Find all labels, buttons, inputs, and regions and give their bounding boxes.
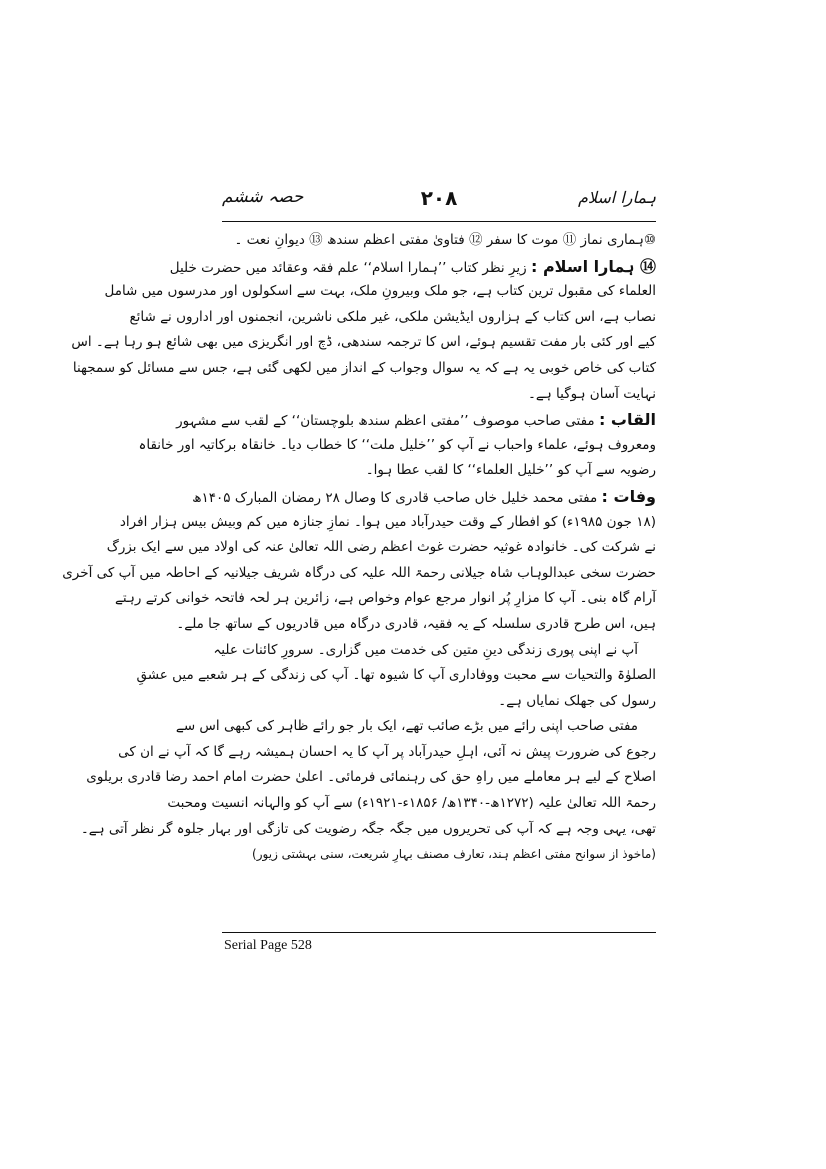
text-line: (۱۸ جون ۱۹۸۵ء) کو افطار کے وقت حیدرآباد میں ہوا۔ نمازِ جنازہ میں کم وبیش بیس ہزار افراد <box>119 513 656 530</box>
text-line: القاب : مفتی صاحب موصوف ’’مفتی اعظم سندھ بلوچستان‘‘ کے لقب سے مشہور <box>176 410 656 430</box>
text-line: مفتی صاحب اپنی رائے میں بڑے صائب تھے، ایک بار جو رائے ظاہر کی کبھی اس سے <box>175 718 638 735</box>
text-line: وفات : مفتی محمد خلیل خاں صاحب قادری کا وصال ۲۸ رمضان المبارک ۱۴۰۵ھ <box>192 486 656 506</box>
body-text <box>62 228 656 868</box>
text-line: العلماء کی مقبول ترین کتاب ہے، جو ملک وبیرونِ ملک، بہت سے اسکولوں اور مدرسوں میں شامل <box>104 283 656 300</box>
text-line: ومعروف ہوئے، علماء واحباب نے آپ کو ’’خلیل ملت‘‘ کا خطاب دیا۔ خانقاہ برکاتیہ اور خانقاہ <box>138 436 656 453</box>
text-line: آرام گاہ بنی۔ آپ کا مزارِ پُر انوار مرجع عوام وخواص ہے، زائرین ہر لحہ فاتحہ خوانی کرتے رہتے <box>114 590 656 607</box>
text-line: ⑩ہماری نماز ⑪ موت کا سفر ⑫ فتاویٰ مفتی اعظم سندھ ⑬ دیوانِ نعت ۔ <box>234 232 656 248</box>
section-heading: وفات : <box>601 486 656 506</box>
source-citation: (ماخوذ از سوانح مفتی اعظم ہند، تعارف مصنف بہارِ شریعت، سنی بہشتی زیور) <box>252 847 656 862</box>
footer-rule <box>222 932 656 933</box>
text-line: ⑭ ہمارا اسلام : زیرِ نظر کتاب ’’ہمارا اسلام‘‘ علم فقہ وعقائد میں حضرت خلیل <box>169 256 656 276</box>
text-line: نہایت آسان ہوگیا ہے۔ <box>528 385 656 402</box>
text-line: ہیں، اس طرح قادری سلسلہ کے یہ فقیہ، قادری درگاہ میں قادریوں کے ساتھ جا ملے۔ <box>176 615 656 632</box>
text-line: الصلوٰۃ والتحیات سے محبت ووفاداری آپ کا شیوہ تھا۔ آپ کی زندگی کے ہر شعبے میں عشقِ <box>136 667 656 684</box>
section-heading: ⑭ ہمارا اسلام : <box>530 256 656 276</box>
text-line: تھی، یہی وجہ ہے کہ آپ کی تحریروں میں جگہ جگہ رضویت کی تازگی اور بہار جلوہ گر نظر آتی ہے۔ <box>80 820 656 837</box>
page-number: ۲۰۸ <box>420 186 458 210</box>
section-heading: القاب : <box>598 410 656 430</box>
serial-page-number: Serial Page 528 <box>224 938 312 953</box>
book-title: ہمارا اسلام <box>577 188 656 207</box>
header-rule <box>222 221 656 222</box>
part-label: حصہ ششم <box>222 187 304 207</box>
text-line: کیے اور کئی بار مفت تقسیم ہوئے، اس کا ترجمہ سندھی، ڈچ اور انگریزی میں بھی شائع ہو رہا ہے۔ اس <box>71 334 656 351</box>
text-line: رسول کی جھلک نمایاں ہے۔ <box>498 692 656 709</box>
text-line: نے شرکت کی۔ خانوادہ غوثیہ حضرت غوث اعظم رضی اللہ تعالیٰ عنہ کی اولاد میں سے ایک بزرگ <box>106 539 656 556</box>
text-line: نصاب ہے، اس کتاب کے ہزاروں ایڈیشن ملکی، غیر ملکی ناشرین، انجمنوں اور اداروں نے شائع <box>129 308 656 325</box>
running-header <box>222 186 656 216</box>
text-line: آپ نے اپنی پوری زندگی دینِ متین کی خدمت میں گزاری۔ سرورِ کائنات علیہ <box>213 641 638 658</box>
text-line: رجوع کی ضرورت پیش نہ آئی، اہلِ حیدرآباد پر آپ کا یہ احسان ہمیشہ رہے گا کہ آپ نے ان کی <box>118 743 656 760</box>
text-line: کتاب کی خاص خوبی یہ ہے کہ یہ سوال وجواب کے انداز میں لکھی گئی ہے، جس سے مسائل کو سمجھنا <box>72 359 656 376</box>
text-line: اصلاح کے لیے ہر معاملے میں راہِ حق کی رہنمائی فرمائی۔ اعلیٰ حضرت امام احمد رضا قادری بریلوی <box>86 769 656 786</box>
text-line: رحمۃ اللہ تعالیٰ علیہ (۱۲۷۲ھ-۱۳۴۰ھ/ ۱۸۵۶ء-۱۹۲۱ء) سے آپ کو والہانہ انسیت ومحبت <box>167 795 656 812</box>
text-line: رضویہ سے آپ کو ’’خلیل العلماء‘‘ کا لقب عطا ہوا۔ <box>365 462 656 479</box>
text-line: حضرت سخی عبدالوہاب شاہ جیلانی رحمۃ اللہ علیہ کی درگاہ شریف جیلانیہ کے احاطہ میں آپ کی آخری <box>62 564 656 581</box>
